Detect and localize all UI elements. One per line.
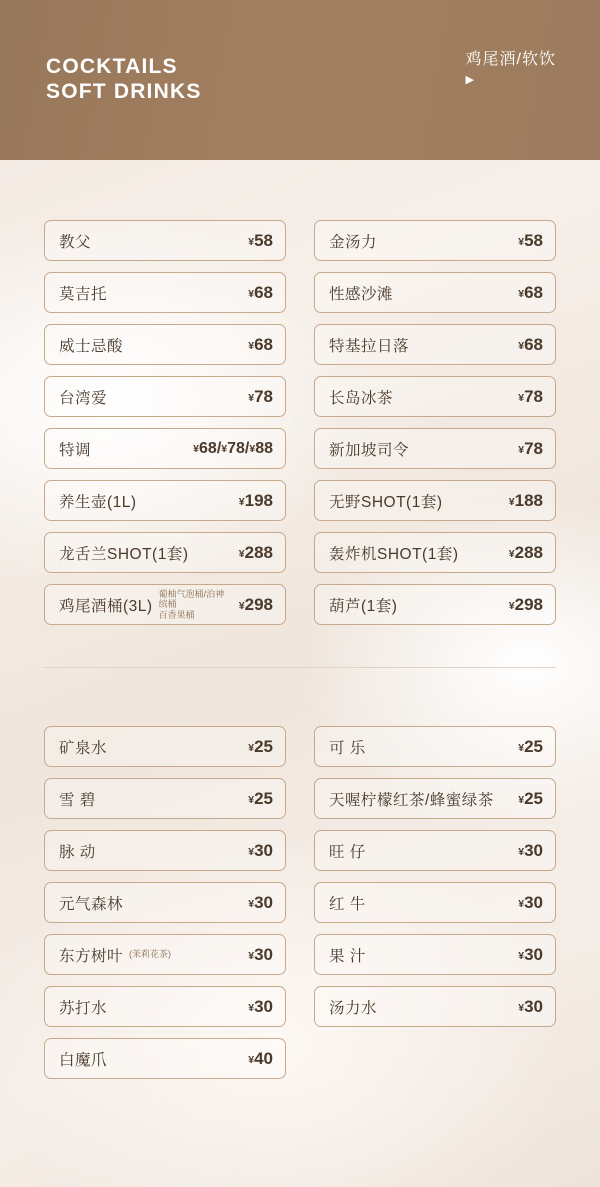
menu-item-note: 葡柚气泡桶/泊神缤桶 百香果桶 — [158, 588, 225, 620]
menu-item-price: ¥40 — [248, 1048, 273, 1068]
menu-item — [314, 934, 556, 975]
page-header — [0, 0, 600, 160]
menu-item — [314, 220, 556, 261]
menu-item — [44, 480, 286, 521]
soft-drinks-right-column — [314, 726, 556, 1079]
menu-item-price: ¥78 — [248, 386, 273, 406]
menu-item — [44, 376, 286, 417]
menu-item-name: 可 乐 — [329, 739, 366, 757]
menu-item-price: ¥78 — [518, 386, 543, 406]
menu-item-price: ¥25 — [248, 736, 273, 756]
menu-item-price: ¥30 — [248, 944, 273, 964]
play-arrow-icon: ▶ — [465, 74, 475, 86]
menu-item-price: ¥30 — [248, 840, 273, 860]
menu-item-price: ¥68 — [248, 334, 273, 354]
menu-item-price: ¥188 — [508, 490, 543, 510]
menu-item — [44, 778, 286, 819]
menu-item — [44, 584, 286, 625]
menu-item-name: 矿泉水 — [59, 739, 108, 757]
menu-item-name: 脉 动 — [59, 843, 96, 861]
menu-item-name: 特基拉日落 — [329, 337, 410, 355]
menu-item-name: 金汤力 — [329, 233, 378, 251]
menu-item — [314, 778, 556, 819]
menu-item-name: 果 汁 — [329, 947, 366, 965]
menu-item-name: 性感沙滩 — [329, 285, 394, 303]
menu-item — [44, 934, 286, 975]
menu-item-name: 鸡尾酒桶(3L) — [59, 597, 153, 615]
menu-item-price: ¥68 — [518, 334, 543, 354]
header-category — [466, 46, 556, 86]
menu-item-price: ¥288 — [508, 542, 543, 562]
menu-item — [314, 882, 556, 923]
cocktails-right-column — [314, 220, 556, 625]
menu-item-price: ¥78 — [518, 438, 543, 458]
menu-item — [314, 428, 556, 469]
menu-item-price: ¥298 — [508, 594, 543, 614]
menu-item — [44, 1038, 286, 1079]
menu-item — [314, 272, 556, 313]
menu-item-price: ¥30 — [248, 892, 273, 912]
menu-item-name: 葫芦(1套) — [329, 597, 398, 615]
menu-item-name: 长岛冰茶 — [329, 389, 394, 407]
soft-drinks-grid — [44, 726, 556, 1079]
cocktails-left-column — [44, 220, 286, 625]
menu-item-price: ¥25 — [518, 788, 543, 808]
menu-item-name: 东方树叶 — [59, 947, 124, 965]
menu-item — [44, 986, 286, 1027]
cocktails-grid — [44, 220, 556, 625]
menu-item — [44, 532, 286, 573]
menu-item-price: ¥298 — [238, 594, 273, 614]
soft-drinks-left-column — [44, 726, 286, 1079]
brand-logo-line2: SOFT DRINKS — [46, 79, 202, 103]
menu-item-name: 旺 仔 — [329, 843, 366, 861]
menu-item — [44, 428, 286, 469]
menu-item-name: 龙舌兰SHOT(1套) — [59, 545, 189, 563]
menu-item-name: 雪 碧 — [59, 791, 96, 809]
brand-logo-line1: COCKTAILS — [46, 55, 178, 78]
menu-item — [314, 726, 556, 767]
menu-item-name: 特调 — [59, 441, 92, 459]
menu-item-price: ¥30 — [518, 840, 543, 860]
menu-item-name: 天喔柠檬红茶/蜂蜜绿茶 — [329, 791, 494, 809]
menu-item-name: 威士忌酸 — [59, 337, 124, 355]
menu-item — [44, 324, 286, 365]
menu-item — [44, 220, 286, 261]
menu-item-name: 元气森林 — [59, 895, 124, 913]
menu-item-price: ¥58 — [518, 230, 543, 250]
menu-item — [314, 532, 556, 573]
menu-item-name: 红 牛 — [329, 895, 366, 913]
menu-item-price: ¥68/¥78/¥88 — [193, 439, 273, 457]
menu-item — [44, 882, 286, 923]
menu-item-name: 轰炸机SHOT(1套) — [329, 545, 459, 563]
menu-item-name: 新加坡司令 — [329, 441, 410, 459]
menu-item-price: ¥30 — [248, 996, 273, 1016]
menu-item-price: ¥25 — [248, 788, 273, 808]
category-label: 鸡尾酒/软饮 — [465, 51, 556, 68]
menu-item-name: 莫吉托 — [59, 285, 108, 303]
menu-item-name: 台湾爱 — [59, 389, 108, 407]
menu-item-name: 苏打水 — [59, 999, 108, 1017]
menu-item-name: 教父 — [59, 233, 92, 251]
menu-item-price: ¥58 — [248, 230, 273, 250]
menu-item-price: ¥68 — [248, 282, 273, 302]
menu-item — [44, 272, 286, 313]
menu-item-name: 白魔爪 — [59, 1051, 108, 1069]
menu-item — [44, 726, 286, 767]
menu-item-price: ¥30 — [518, 892, 543, 912]
menu-item-price: ¥68 — [518, 282, 543, 302]
menu-item — [314, 986, 556, 1027]
menu-item — [314, 830, 556, 871]
soft-drinks-section — [0, 668, 600, 1079]
cocktails-section — [0, 160, 600, 625]
menu-item-name: 汤力水 — [329, 999, 378, 1017]
menu-item-name: 无野SHOT(1套) — [329, 493, 443, 511]
menu-item — [314, 324, 556, 365]
menu-item — [44, 830, 286, 871]
menu-item-name: 养生壶(1L) — [59, 493, 137, 511]
menu-item-price: ¥288 — [238, 542, 273, 562]
menu-item — [314, 376, 556, 417]
brand-logo — [46, 55, 202, 105]
menu-item-price: ¥30 — [518, 944, 543, 964]
menu-item-price: ¥25 — [518, 736, 543, 756]
menu-item-price: ¥198 — [238, 490, 273, 510]
menu-item — [314, 480, 556, 521]
menu-item-note: (茉莉花茶) — [129, 949, 172, 960]
menu-item — [314, 584, 556, 625]
menu-item-price: ¥30 — [518, 996, 543, 1016]
